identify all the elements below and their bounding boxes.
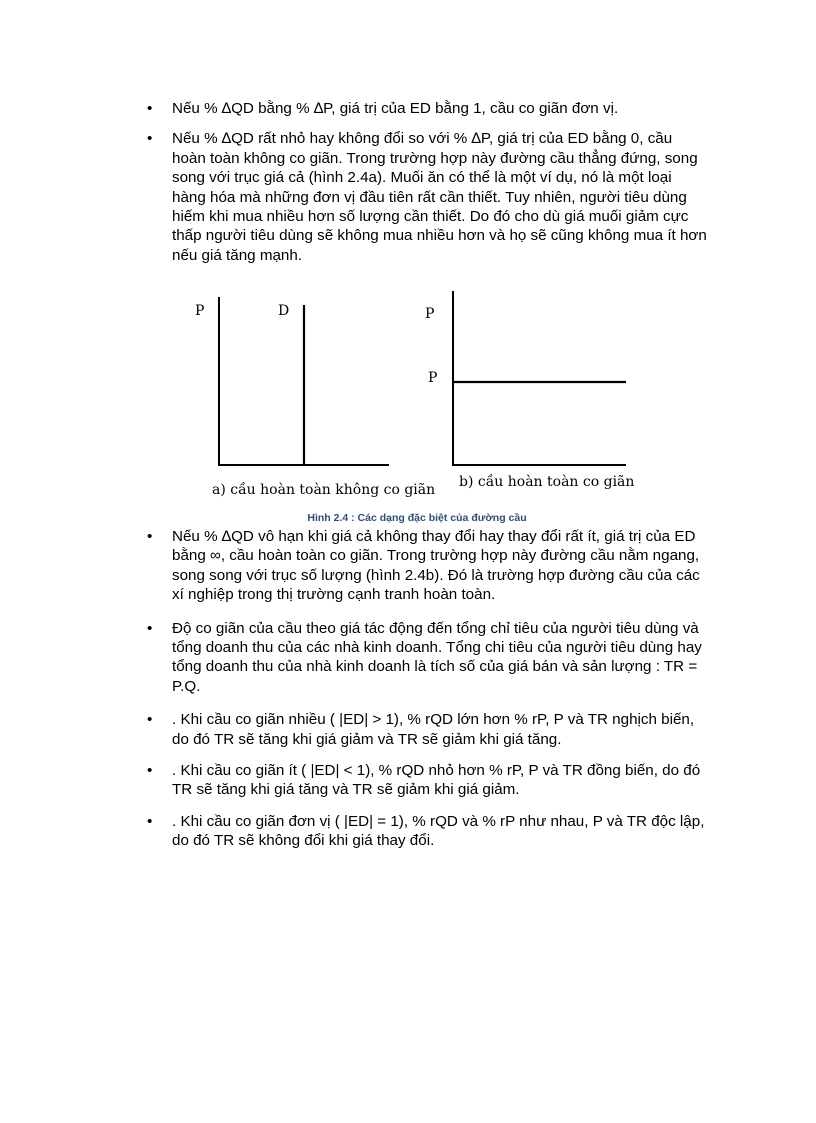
bullet-dot: • bbox=[147, 130, 153, 148]
panel-a bbox=[195, 297, 438, 498]
bullet-item bbox=[147, 619, 707, 697]
paragraph-inelastic-case: . Khi cầu co giãn ít ( |ED| < 1), % rQD nhỏ hơn % rP, P và TR đồng biến, do đó TR sẽ tăng khi giá tăng và TR sẽ giảm khi giá giảm. bbox=[172, 762, 701, 799]
bullet-item bbox=[147, 527, 707, 605]
bullet-list-bottom bbox=[147, 527, 707, 851]
paragraph-perfectly-inelastic: Nếu % ∆QD rất nhỏ hay không đổi so với % ∆P, giá trị của ED bằng 0, cầu hoàn toàn không co giãn. Trong trường hợp này đường cầu thẳng đứng, song song với trục giá cả (hình 2.4a). Muối ăn có thể là một ví dụ, nó là một loại hàng hóa mà những đơn vị đầu tiên rất cần thiết. Tuy nhiên, người tiêu dùng hiếm khi mua nhiều hơn số lượng cần thiết. Do đó cho dù giá muối giảm cực thấp người tiêu dùng sẽ không mua nhiều hơn và họ sẽ cũng không mua ít hơn nếu giá tăng mạnh. bbox=[172, 130, 707, 264]
paragraph-perfectly-elastic: Nếu % ∆QD vô hạn khi giá cả không thay đổi hay thay đổi rất ít, giá trị của ED bằng ∞, cầu hoàn toàn co giãn. Trong trường hợp này đường cầu nằm ngang, song song với trục số lượng (hình 2.4b). Đó là trường hợp đường cầu của các xí nghiệp trong thị trường cạnh tranh hoàn toàn. bbox=[172, 528, 700, 604]
bullet-dot: • bbox=[147, 711, 153, 729]
bullet-dot: • bbox=[147, 100, 153, 117]
bullet-item bbox=[147, 812, 707, 851]
paragraph-elastic-case: . Khi cầu co giãn nhiều ( |ED| > 1), % rQD lớn hơn % rP, P và TR nghịch biến, do đó TR sẽ tăng khi giá giảm và TR sẽ giảm khi giá tăng. bbox=[172, 711, 695, 748]
bullet-item bbox=[147, 710, 707, 749]
bullet-dot: • bbox=[147, 619, 153, 637]
paragraph-unit-elasticity: Nếu % ∆QD bằng % ∆P, giá trị của ED bằng 1, cầu co giãn đơn vị. bbox=[172, 100, 619, 117]
panel-a-curve-label-d: D bbox=[278, 303, 290, 319]
figure-caption: Hình 2.4 : Các dạng đặc biệt của đường cầu bbox=[307, 512, 527, 524]
bullet-dot: • bbox=[147, 812, 153, 830]
panel-b-price-label: P bbox=[428, 370, 438, 386]
panel-b-axis-label-p: P bbox=[425, 306, 435, 322]
demand-curves-figure bbox=[0, 0, 816, 520]
bullet-dot: • bbox=[147, 528, 153, 545]
panel-a-sub-caption: a) cầu hoàn toàn không co giãn bbox=[212, 482, 436, 498]
paragraph-total-revenue: Độ co giãn của cầu theo giá tác động đến tổng chỉ tiêu của người tiêu dùng và tổng doanh thu của các nhà kinh doanh. Tổng chi tiêu của người tiêu dùng hay tổng doanh thu của nhà kinh doanh là tích số của giá bán và sản lượng : TR = P.Q. bbox=[172, 619, 702, 695]
bullet-dot: • bbox=[147, 762, 153, 780]
panel-b-sub-caption: b) cầu hoàn toàn co giãn bbox=[459, 474, 635, 490]
bullet-item bbox=[147, 761, 707, 800]
paragraph-unit-elastic-case: . Khi cầu co giãn đơn vị ( |ED| = 1), % rQD và % rP như nhau, P và TR độc lập, do đó TR sẽ không đổi khi giá thay đổi. bbox=[172, 812, 705, 850]
panel-a-axis-label-p: P bbox=[195, 303, 205, 319]
panel-b bbox=[425, 291, 634, 490]
